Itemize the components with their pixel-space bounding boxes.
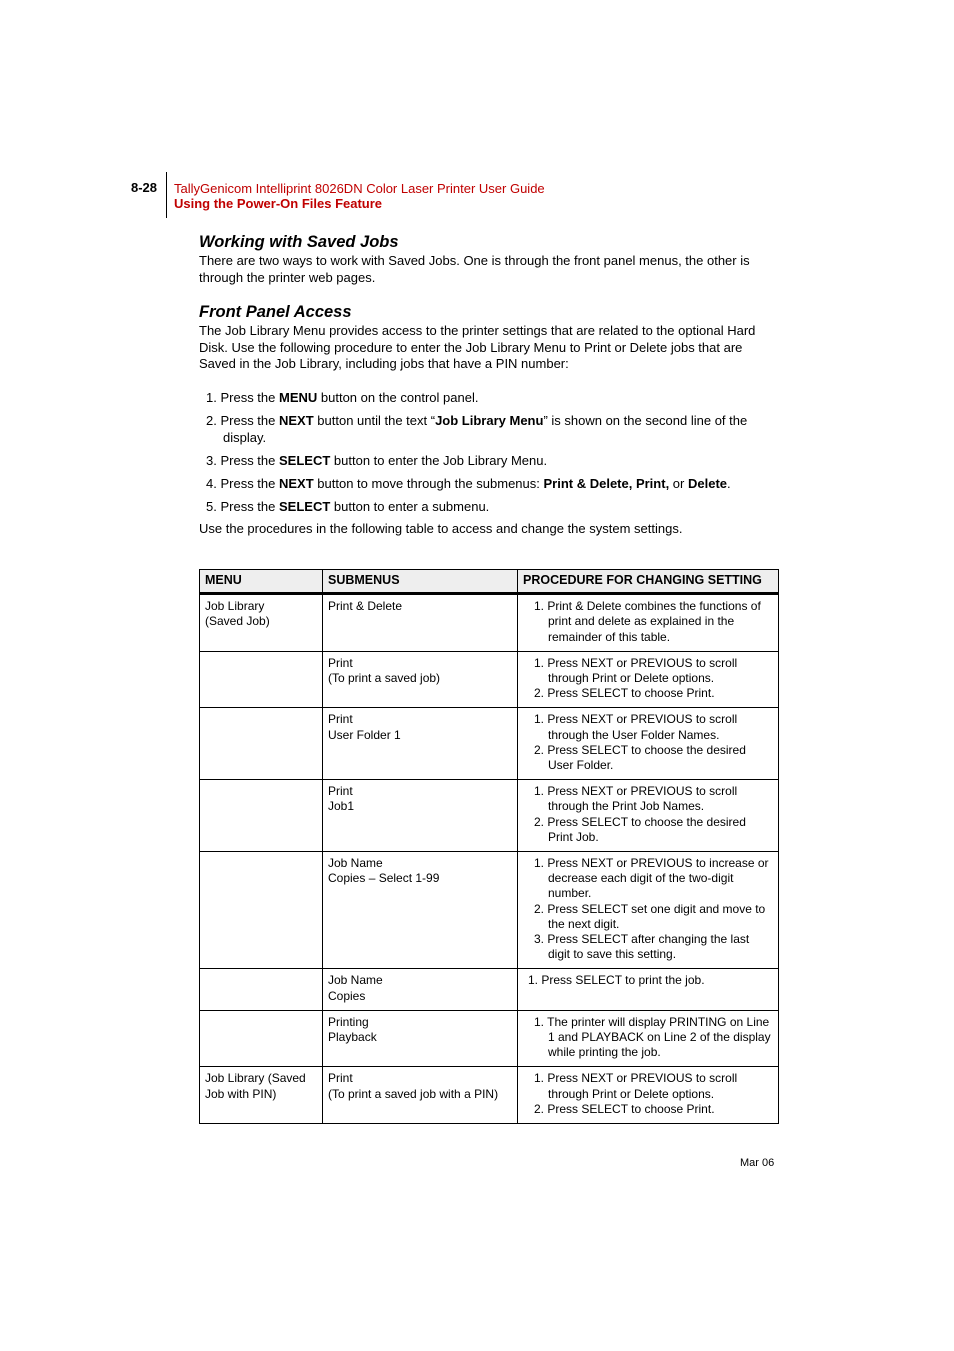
footer-date: Mar 06 (740, 1157, 775, 1169)
section-title: Using the Power-On Files Feature (174, 196, 383, 211)
procedure-list (523, 856, 773, 962)
submenu-text: Print (328, 784, 353, 799)
cell-submenu (323, 1010, 518, 1067)
cell-menu (200, 1067, 323, 1124)
cell-menu (200, 969, 323, 1010)
guide-title: TallyGenicom Intelliprint 8026DN Color Laser Printer User Guide (174, 181, 545, 196)
cell-submenu (323, 852, 518, 969)
submenu-text: Printing (328, 1014, 369, 1029)
cell-menu (200, 651, 323, 708)
column-header-submenus: SUBMENUS (323, 570, 518, 594)
heading-working-with-saved-jobs: Working with Saved Jobs (199, 233, 399, 251)
cell-submenu (323, 651, 518, 708)
cell-submenu (323, 708, 518, 780)
submenu-text: (To print a saved job with a PIN) (328, 1086, 499, 1101)
cell-procedure (518, 1010, 779, 1067)
submenu-text: Print (328, 655, 353, 670)
table-row (200, 651, 779, 708)
menu-text: (Saved Job) (205, 614, 270, 629)
column-header-menu: MENU (200, 570, 323, 594)
table-header-row (200, 570, 779, 594)
procedure-list (523, 973, 773, 988)
procedure-list (523, 656, 773, 702)
cell-menu (200, 1010, 323, 1067)
cell-procedure (518, 708, 779, 780)
main-content (199, 232, 779, 538)
cell-submenu (323, 969, 518, 1010)
procedure-list (523, 784, 773, 845)
submenu-text: Job Name (328, 973, 383, 988)
procedure-steps (199, 389, 779, 515)
table-row (200, 1067, 779, 1124)
procedure-step: 3. Press SELECT after changing the last digit to save this setting. (534, 932, 750, 962)
cell-menu (200, 708, 323, 780)
step-item: 3. Press the SELECT button to enter the Job Library Menu. (206, 452, 548, 468)
cell-menu (200, 780, 323, 852)
table-row (200, 969, 779, 1010)
cell-submenu (323, 780, 518, 852)
procedure-step: 2. Press SELECT to choose the desired Print Job. (534, 814, 746, 844)
cell-procedure (518, 780, 779, 852)
cell-procedure (518, 1067, 779, 1124)
step-item: 1. Press the MENU button on the control panel. (206, 389, 479, 405)
procedure-step: 1. Press SELECT to print the job. (528, 973, 705, 988)
procedure-step: 1. Print & Delete combines the functions of print and delete as explained in the remainder of this table. (534, 599, 761, 644)
procedure-step: 1. Press NEXT or PREVIOUS to scroll through Print or Delete options. (534, 655, 738, 686)
submenu-text: Copies – Select 1-99 (328, 871, 440, 886)
cell-menu (200, 852, 323, 969)
procedure-step: 2. Press SELECT to choose Print. (534, 686, 715, 701)
cell-procedure (518, 594, 779, 652)
cell-procedure (518, 852, 779, 969)
heading-front-panel-access: Front Panel Access (199, 303, 352, 322)
procedure-step: 2. Press SELECT to choose Print. (534, 1101, 715, 1116)
procedure-step: 1. Press NEXT or PREVIOUS to increase or decrease each digit of the two-digit number. (534, 856, 769, 901)
table-row (200, 780, 779, 852)
table-body (200, 594, 779, 1124)
paragraph-front-panel: The Job Library Menu provides access to the printer settings that are related to the optional Hard Disk. Use the following procedure to enter the Job Library Menu to Print or Delete jobs that are Saved in the Job Library, including jobs that have a PIN number: (199, 323, 756, 372)
menu-text: Job Library (205, 599, 265, 614)
page-number: 8-28 (131, 180, 158, 195)
paragraph-saved-jobs: There are two ways to work with Saved Jobs. One is through the front panel menus, the other is through the printer web pages. (199, 253, 750, 285)
procedure-list (523, 599, 773, 645)
submenu-text: Job Name (328, 856, 383, 871)
cell-submenu (323, 594, 518, 652)
step-item: 5. Press the SELECT button to enter a submenu. (206, 498, 490, 514)
procedure-list (523, 712, 773, 773)
paragraph-table-intro: Use the procedures in the following table to access and change the system settings. (199, 520, 683, 536)
submenu-text: Copies (328, 988, 366, 1003)
procedure-step: 2. Press SELECT set one digit and move to the next digit. (534, 901, 766, 931)
procedure-step: 1. Press NEXT or PREVIOUS to scroll through Print or Delete options. (534, 1071, 738, 1101)
submenu-text: (To print a saved job) (328, 671, 441, 686)
submenu-text: User Folder 1 (328, 727, 401, 742)
running-header (174, 181, 545, 211)
header-divider (166, 172, 167, 218)
submenu-text: Print (328, 1071, 353, 1086)
submenu-text: Print (328, 712, 353, 727)
table-row (200, 708, 779, 780)
cell-submenu (323, 1067, 518, 1124)
procedure-list (523, 1015, 773, 1061)
table-row (200, 1010, 779, 1067)
column-header-procedure: PROCEDURE FOR CHANGING SETTING (518, 570, 779, 594)
step-item: 2. Press the NEXT button until the text “Job Library Menu” is shown on the second line of the display. (206, 412, 748, 445)
procedure-step: 1. Press NEXT or PREVIOUS to scroll through the Print Job Names. (534, 784, 738, 814)
submenu-text: Job1 (328, 799, 355, 814)
submenu-text: Playback (328, 1030, 377, 1045)
cell-procedure (518, 651, 779, 708)
table-row (200, 594, 779, 652)
table-row (200, 852, 779, 969)
menu-text: Job Library (Saved Job with PIN) (205, 1071, 306, 1101)
job-library-table (199, 569, 779, 1124)
cell-procedure (518, 969, 779, 1010)
submenu-text: Print & Delete (328, 599, 403, 614)
procedure-step: 2. Press SELECT to choose the desired User Folder. (534, 742, 746, 773)
cell-menu (200, 594, 323, 652)
procedure-list (523, 1071, 773, 1117)
procedure-step: 1. Press NEXT or PREVIOUS to scroll through the User Folder Names. (534, 712, 738, 742)
step-item: 4. Press the NEXT button to move through the submenus: Print & Delete, Print, or Delete. (206, 475, 731, 491)
procedure-step: 1. The printer will display PRINTING on Line 1 and PLAYBACK on Line 2 of the display while printing the job. (534, 1014, 771, 1060)
